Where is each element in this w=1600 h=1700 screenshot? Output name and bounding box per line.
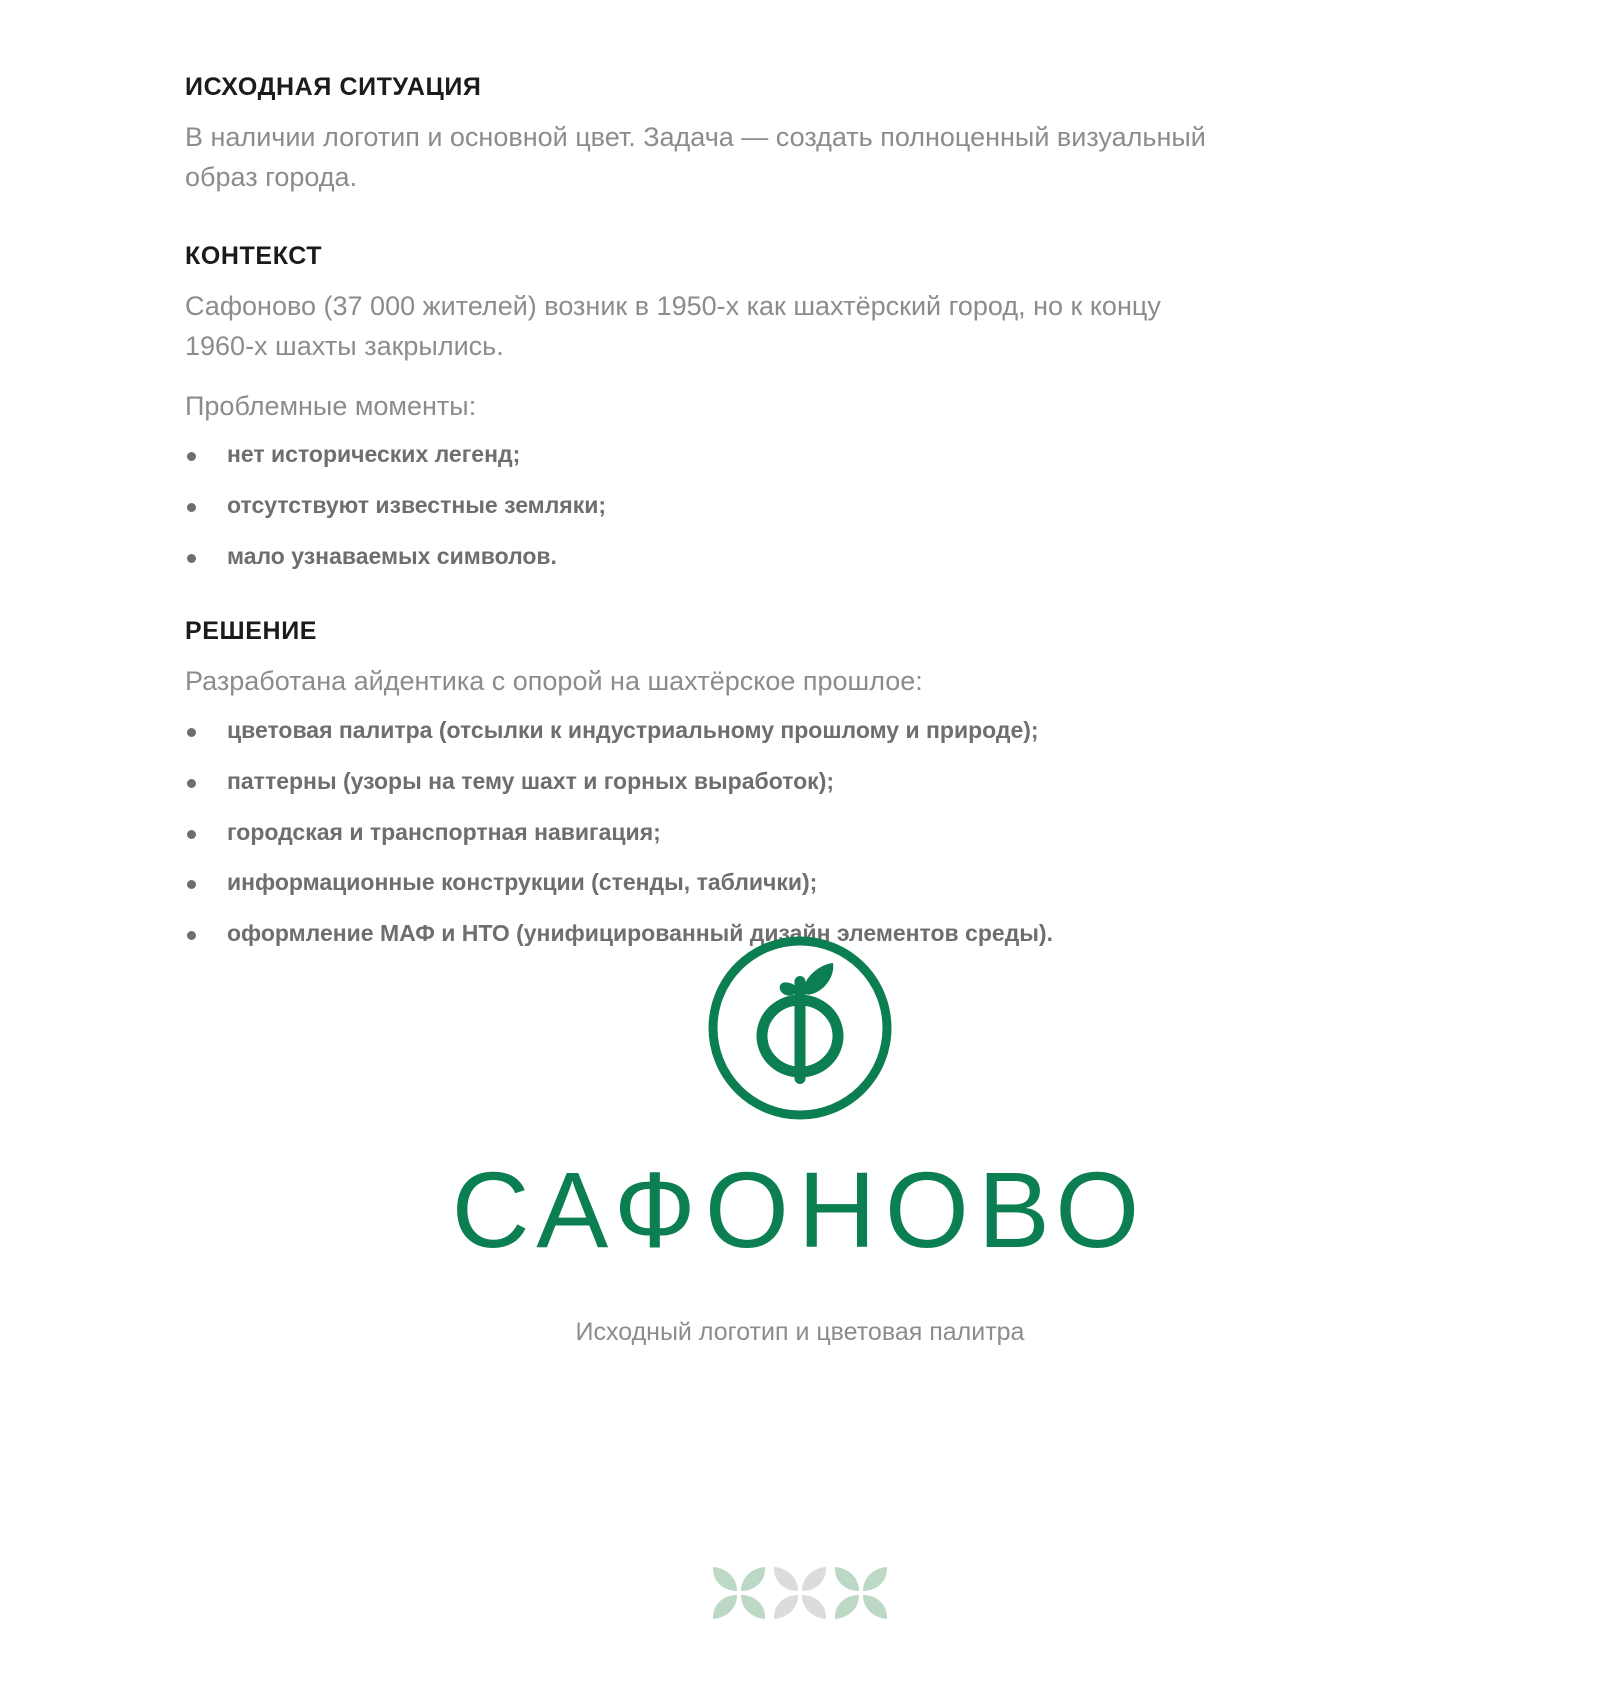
list-item <box>185 440 1415 470</box>
list-item <box>185 542 1415 572</box>
section-initial-situation <box>185 72 1415 197</box>
context-bullet-list <box>185 440 1415 572</box>
text-content-column <box>185 72 1415 949</box>
bullet-dot-icon <box>187 880 196 889</box>
list-item <box>185 491 1415 521</box>
bullet-dot-icon <box>187 728 196 737</box>
list-item-label: цветовая палитра (отсылки к индустриальному прошлому и природе); <box>227 716 1039 743</box>
list-item-label: нет исторических легенд; <box>227 441 521 468</box>
logo-block <box>0 930 1600 1349</box>
section-context <box>185 241 1415 572</box>
section-paragraph: Разработана айдентика с опорой на шахтёрское прошлое: <box>185 666 923 697</box>
section-title: ИСХОДНАЯ СИТУАЦИЯ <box>185 73 482 101</box>
solution-bullet-list <box>185 716 1415 949</box>
sprout-circle-logo-icon <box>702 930 898 1126</box>
list-item-label: мало узнаваемых символов. <box>227 543 557 570</box>
list-item-label: паттерны (узоры на тему шахт и горных выработок); <box>227 767 835 794</box>
section-solution <box>185 616 1415 949</box>
section-paragraph: В наличии логотип и основной цвет. Задача — создать полноценный визуальный образ города. <box>185 122 1206 192</box>
list-item-label: отсутствуют известные земляки; <box>227 492 607 519</box>
section-paragraph: Проблемные моменты: <box>185 390 477 421</box>
list-item <box>185 818 1415 848</box>
list-item-label: информационные конструкции (стенды, таблички); <box>227 869 818 896</box>
list-item-label: оформление МАФ и НТО (унифицированный дизайн элементов среды). <box>227 920 1053 947</box>
section-title: РЕШЕНИЕ <box>185 617 318 646</box>
list-item <box>185 767 1415 797</box>
logo-caption: Исходный логотип и цветовая палитра <box>575 1318 1025 1346</box>
bullet-dot-icon <box>187 452 196 461</box>
list-item-label: городская и транспортная навигация; <box>227 818 661 845</box>
bullet-dot-icon <box>187 554 196 563</box>
four-petal-flower-ornament-icon <box>712 1555 888 1631</box>
flower-ornament <box>0 1555 1600 1636</box>
section-title: КОНТЕКСТ <box>185 242 323 271</box>
logo-wordmark: САФОНОВО <box>451 1149 1149 1270</box>
bullet-dot-icon <box>187 830 196 839</box>
bullet-dot-icon <box>187 503 196 512</box>
list-item <box>185 868 1415 898</box>
bullet-dot-icon <box>187 779 196 788</box>
list-item <box>185 716 1415 746</box>
section-paragraph: Сафоново (37 000 жителей) возник в 1950-х как шахтёрский город, но к концу 1960-х шахты закрылись. <box>185 291 1161 362</box>
